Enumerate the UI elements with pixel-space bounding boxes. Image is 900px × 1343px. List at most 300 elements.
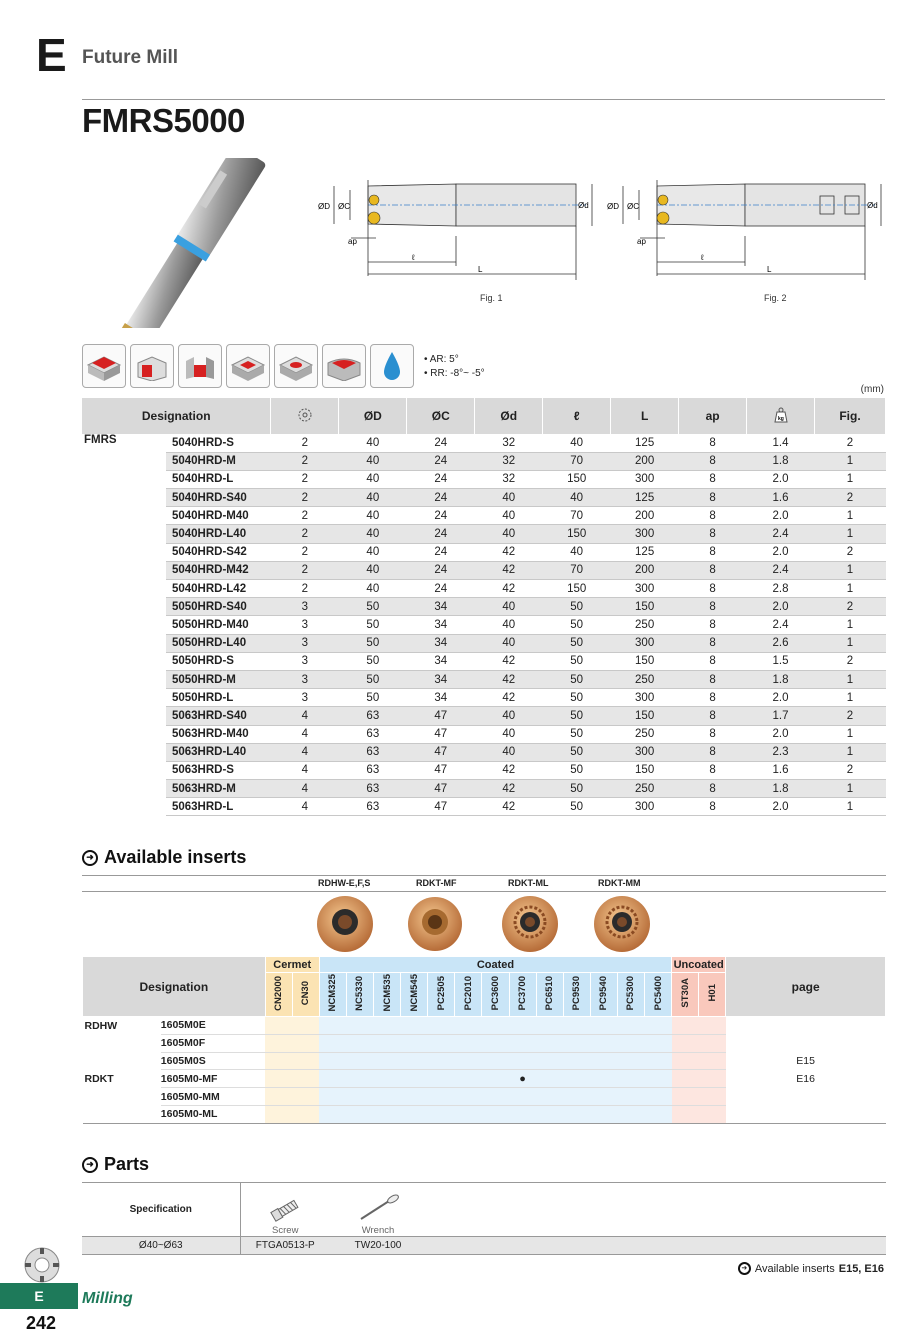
insert-designation: 1605M0-MM [161, 1088, 265, 1106]
value-cell: 2 [271, 470, 339, 488]
value-cell: 50 [339, 652, 407, 670]
grade-header [699, 973, 726, 1017]
value-cell: 300 [611, 634, 679, 652]
series-group-label: FMRS [84, 434, 117, 446]
grade-cell [401, 1070, 428, 1088]
grade-cell [536, 1088, 563, 1106]
table-row [82, 707, 886, 725]
value-cell: 1.6 [747, 489, 815, 507]
value-cell: 8 [679, 780, 747, 798]
designation-cell: 5063HRD-S40 [166, 707, 271, 725]
insert-group: RDHW [84, 1019, 118, 1032]
grade-header [509, 973, 536, 1017]
value-cell: 50 [543, 707, 611, 725]
grade-cell [428, 1034, 455, 1052]
value-cell: 1.6 [747, 761, 815, 779]
value-cell: 63 [339, 780, 407, 798]
grade-cell [292, 1070, 319, 1088]
value-cell: 40 [339, 543, 407, 561]
inserts-ref-pages: E15, E16 [838, 1262, 884, 1275]
grade-cell [672, 1034, 699, 1052]
value-cell: 40 [475, 616, 543, 634]
grade-header [644, 973, 671, 1017]
designation-cell: 5050HRD-L40 [166, 634, 271, 652]
value-cell: 2 [271, 525, 339, 543]
value-cell: 1 [815, 507, 886, 525]
grade-cell [509, 1034, 536, 1052]
value-cell: 40 [339, 470, 407, 488]
grade-cell [699, 1088, 726, 1106]
value-cell: 63 [339, 707, 407, 725]
grade-cell [428, 1070, 455, 1088]
grade-header [482, 973, 509, 1017]
col-insert-designation: Designation [83, 957, 266, 1017]
table-row [82, 780, 886, 798]
value-cell: 2.0 [747, 598, 815, 616]
value-cell: 40 [475, 489, 543, 507]
value-cell: 50 [339, 598, 407, 616]
page-ref [726, 1017, 886, 1035]
page-ref: E16 [796, 1072, 815, 1085]
grade-cell [563, 1034, 590, 1052]
value-cell: 3 [271, 670, 339, 688]
grade-cell [644, 1088, 671, 1106]
value-cell: 250 [611, 616, 679, 634]
value-cell: 42 [475, 761, 543, 779]
grade-cell [401, 1034, 428, 1052]
insert-row [83, 1034, 886, 1052]
grade-cell [699, 1105, 726, 1123]
value-cell: 2.6 [747, 634, 815, 652]
figure-2-drawing [605, 176, 890, 286]
arrow-right-icon: ➜ [82, 1157, 98, 1173]
dim-ap-label: ap [637, 237, 646, 246]
header-divider [82, 99, 885, 100]
grade-cell [563, 1052, 590, 1070]
insert-designation: 1605M0S [161, 1052, 265, 1070]
grade-cell [374, 1052, 401, 1070]
grade-cell [509, 1017, 536, 1035]
grade-cell [590, 1017, 617, 1035]
wrench-code: TW20-100 [354, 1240, 402, 1251]
value-cell: 47 [407, 780, 475, 798]
coolant-icon [370, 344, 414, 388]
value-cell: 8 [679, 580, 747, 598]
grade-cell [292, 1088, 319, 1106]
col-shank-d: Ød [475, 398, 543, 434]
value-cell: 8 [679, 525, 747, 543]
insert-rdkt-mf-icon [408, 897, 462, 951]
pocketing-icon [226, 344, 270, 388]
helical-milling-icon [274, 344, 318, 388]
table-row [82, 525, 886, 543]
wrench-label: Wrench [361, 1225, 395, 1236]
section-name: Future Mill [82, 47, 179, 68]
value-cell: 1.5 [747, 652, 815, 670]
value-cell: 8 [679, 634, 747, 652]
table-row [82, 725, 886, 743]
designation-cell: 5063HRD-M40 [166, 725, 271, 743]
designation-cell: 5040HRD-M40 [166, 507, 271, 525]
inserts-reference [738, 1262, 884, 1275]
value-cell: 24 [407, 525, 475, 543]
table-row [82, 798, 886, 816]
grade-cell [563, 1105, 590, 1123]
value-cell: 1 [815, 725, 886, 743]
value-cell: 8 [679, 452, 747, 470]
dim-big-l-label: L [478, 265, 483, 274]
value-cell: 50 [543, 689, 611, 707]
grade-cell [292, 1017, 319, 1035]
value-cell: 150 [611, 761, 679, 779]
dim-l-label: ℓ [701, 253, 704, 262]
grade-cell [292, 1105, 319, 1123]
value-cell: 50 [543, 798, 611, 816]
designation-cell: 5040HRD-S40 [166, 489, 271, 507]
grade-cell [644, 1105, 671, 1123]
screw-label: Screw [272, 1225, 299, 1236]
weight-icon [771, 407, 791, 423]
value-cell: 63 [339, 798, 407, 816]
designation-cell: 5040HRD-L [166, 470, 271, 488]
value-cell: 42 [475, 780, 543, 798]
value-cell: 1 [815, 470, 886, 488]
grade-cell [672, 1017, 699, 1035]
grade-cell [536, 1034, 563, 1052]
grade-cell [346, 1017, 373, 1035]
group-uncoated: Uncoated [672, 957, 726, 973]
col-teeth [271, 398, 339, 434]
grade-label: PC6510 [544, 975, 556, 1011]
value-cell: 70 [543, 561, 611, 579]
value-cell: 2 [815, 489, 886, 507]
inserts-grade-table [82, 956, 886, 1124]
value-cell: 2.8 [747, 580, 815, 598]
grade-cell [292, 1052, 319, 1070]
table-row [82, 743, 886, 761]
grade-cell [644, 1034, 671, 1052]
grade-header [428, 973, 455, 1017]
grade-header [617, 973, 644, 1017]
arrow-right-icon: ➜ [738, 1262, 751, 1275]
grade-label: PC9540 [598, 975, 610, 1011]
product-table [82, 398, 886, 816]
figure-1-drawing [316, 176, 601, 286]
designation-cell: 5063HRD-S [166, 761, 271, 779]
value-cell: 8 [679, 470, 747, 488]
value-cell: 40 [475, 707, 543, 725]
page-number: 242 [26, 1313, 57, 1333]
insert-designation: 1605M0F [161, 1034, 265, 1052]
value-cell: 70 [543, 507, 611, 525]
grade-cell [617, 1017, 644, 1035]
table-row [82, 543, 886, 561]
value-cell: 3 [271, 634, 339, 652]
designation-cell: 5040HRD-S42 [166, 543, 271, 561]
value-cell: 42 [475, 798, 543, 816]
profiling-icon [322, 344, 366, 388]
grade-cell [319, 1070, 346, 1088]
value-cell: 50 [339, 670, 407, 688]
insert-rdkt-mm-icon [594, 896, 650, 952]
grade-cell [374, 1034, 401, 1052]
value-cell: 150 [543, 525, 611, 543]
designation-cell: 5063HRD-L40 [166, 743, 271, 761]
value-cell: 50 [543, 598, 611, 616]
grade-cell [319, 1034, 346, 1052]
section-badge: E [0, 1283, 78, 1309]
value-cell: 34 [407, 598, 475, 616]
value-cell: 200 [611, 452, 679, 470]
value-cell: 2.4 [747, 561, 815, 579]
grade-cell [536, 1105, 563, 1123]
value-cell: 40 [475, 525, 543, 543]
grade-cell [644, 1070, 671, 1088]
inserts-ref-label: Available inserts [754, 1262, 835, 1275]
insert-label-rdkt-mf: RDKT-MF [416, 878, 457, 888]
value-cell: 3 [271, 598, 339, 616]
value-cell: 32 [475, 434, 543, 452]
section-letter: E [36, 29, 67, 81]
insert-images [310, 895, 660, 953]
value-cell: 50 [543, 616, 611, 634]
grade-label: NCM545 [408, 974, 420, 1012]
value-cell: 300 [611, 525, 679, 543]
grade-cell [509, 1105, 536, 1123]
value-cell: 50 [543, 634, 611, 652]
grade-cell [401, 1052, 428, 1070]
grade-header [401, 973, 428, 1017]
value-cell: 8 [679, 743, 747, 761]
grade-label: PC5300 [625, 975, 637, 1011]
grade-label: H01 [706, 984, 718, 1002]
dim-c-label: ØC [338, 202, 350, 211]
grade-cell [482, 1017, 509, 1035]
grade-header [265, 973, 292, 1017]
value-cell: 2.0 [747, 543, 815, 561]
value-cell: 2 [271, 507, 339, 525]
grade-label: CN30 [300, 980, 312, 1006]
grade-header [590, 973, 617, 1017]
value-cell: 42 [475, 543, 543, 561]
grade-header [672, 973, 699, 1017]
value-cell: 2 [815, 543, 886, 561]
grade-cell [455, 1052, 482, 1070]
axial-rake-note: • AR: 5° [424, 354, 459, 365]
value-cell: 1.7 [747, 707, 815, 725]
value-cell: 4 [271, 707, 339, 725]
screw-code: FTGA0513-P [255, 1240, 315, 1251]
value-cell: 8 [679, 543, 747, 561]
spec-label: Specification [82, 1183, 240, 1237]
page-ref [726, 1088, 886, 1106]
value-cell: 40 [475, 507, 543, 525]
value-cell: 8 [679, 798, 747, 816]
insert-group [83, 1052, 161, 1070]
value-cell: 1 [815, 798, 886, 816]
grade-cell [401, 1017, 428, 1035]
grade-cell [563, 1088, 590, 1106]
dim-ap-label: ap [348, 237, 357, 246]
insert-label-rdkt-mm: RDKT-MM [598, 878, 641, 888]
page-ref [726, 1105, 886, 1123]
dim-small-d-label: Ød [867, 201, 878, 210]
grade-cell [590, 1034, 617, 1052]
value-cell: 47 [407, 761, 475, 779]
value-cell: 8 [679, 652, 747, 670]
grade-cell [401, 1105, 428, 1123]
value-cell: 24 [407, 489, 475, 507]
col-diameter-c: ØC [407, 398, 475, 434]
value-cell: 2 [271, 434, 339, 452]
grade-cell [428, 1017, 455, 1035]
insert-label-rdkt-ml: RDKT-ML [508, 878, 549, 888]
designation-cell: 5040HRD-L40 [166, 525, 271, 543]
value-cell: 47 [407, 798, 475, 816]
designation-cell: 5050HRD-L [166, 689, 271, 707]
grade-cell [319, 1105, 346, 1123]
value-cell: 1.8 [747, 780, 815, 798]
dim-d-label: ØD [607, 202, 619, 211]
value-cell: 34 [407, 616, 475, 634]
grade-cell [563, 1017, 590, 1035]
value-cell: 50 [339, 634, 407, 652]
table-row [82, 452, 886, 470]
value-cell: 47 [407, 707, 475, 725]
value-cell: 2 [271, 543, 339, 561]
grade-cell [292, 1034, 319, 1052]
value-cell: 2 [815, 652, 886, 670]
value-cell: 250 [611, 670, 679, 688]
designation-cell: 5050HRD-S [166, 652, 271, 670]
grade-cell [346, 1070, 373, 1088]
grade-cell [428, 1052, 455, 1070]
grade-label: PC3600 [489, 975, 501, 1011]
designation-cell: 5063HRD-M [166, 780, 271, 798]
insert-group [83, 1034, 161, 1052]
grade-label: PC9530 [571, 975, 583, 1011]
grade-cell [590, 1070, 617, 1088]
grade-cell [428, 1105, 455, 1123]
dim-c-label: ØC [627, 202, 639, 211]
grade-cell [319, 1017, 346, 1035]
value-cell: 2 [271, 580, 339, 598]
insert-row [83, 1070, 886, 1088]
value-cell: 40 [543, 434, 611, 452]
dim-l-label: ℓ [412, 253, 415, 262]
grade-cell [699, 1017, 726, 1035]
value-cell: 40 [475, 598, 543, 616]
value-cell: 4 [271, 780, 339, 798]
table-row [82, 507, 886, 525]
grade-cell [455, 1070, 482, 1088]
grade-label: NCM325 [327, 974, 339, 1012]
table-row [82, 670, 886, 688]
wrench-icon [353, 1193, 403, 1225]
value-cell: 8 [679, 489, 747, 507]
value-cell: 150 [611, 598, 679, 616]
value-cell: 1 [815, 780, 886, 798]
grade-cell [482, 1034, 509, 1052]
value-cell: 125 [611, 543, 679, 561]
value-cell: 2.0 [747, 798, 815, 816]
grade-cell [265, 1105, 292, 1123]
value-cell: 300 [611, 580, 679, 598]
value-cell: 1 [815, 743, 886, 761]
value-cell: 70 [543, 452, 611, 470]
grade-cell [374, 1017, 401, 1035]
value-cell: 34 [407, 634, 475, 652]
screw-icon [265, 1193, 305, 1225]
value-cell: 40 [339, 489, 407, 507]
col-ap: ap [679, 398, 747, 434]
grade-cell [536, 1052, 563, 1070]
value-cell: 1 [815, 616, 886, 634]
table-row [82, 561, 886, 579]
grade-cell [265, 1088, 292, 1106]
page-ref: E15 [796, 1054, 815, 1067]
insert-row [83, 1017, 886, 1035]
grade-label: ST30A [679, 978, 691, 1008]
shoulder-milling-icon [130, 344, 174, 388]
value-cell: 200 [611, 561, 679, 579]
tool-photo [90, 158, 300, 328]
col-fig: Fig. [815, 398, 886, 434]
table-row [82, 598, 886, 616]
value-cell: 125 [611, 434, 679, 452]
value-cell: 8 [679, 689, 747, 707]
value-cell: 42 [475, 670, 543, 688]
value-cell: 24 [407, 507, 475, 525]
grade-cell [509, 1088, 536, 1106]
value-cell: 8 [679, 616, 747, 634]
value-cell: 150 [543, 580, 611, 598]
value-cell: 1 [815, 452, 886, 470]
value-cell: 125 [611, 489, 679, 507]
grade-cell [617, 1052, 644, 1070]
grade-cell [617, 1105, 644, 1123]
value-cell: 3 [271, 689, 339, 707]
value-cell: 42 [475, 652, 543, 670]
grade-cell [536, 1017, 563, 1035]
value-cell: 300 [611, 798, 679, 816]
insert-designation: 1605M0E [161, 1017, 265, 1035]
value-cell: 4 [271, 761, 339, 779]
grade-cell [617, 1088, 644, 1106]
value-cell: 8 [679, 507, 747, 525]
application-icons [82, 344, 414, 388]
grade-cell [672, 1052, 699, 1070]
value-cell: 8 [679, 725, 747, 743]
value-cell: 63 [339, 761, 407, 779]
grade-cell [455, 1017, 482, 1035]
insert-row [83, 1052, 886, 1070]
grade-cell [590, 1052, 617, 1070]
value-cell: 2 [271, 452, 339, 470]
grade-cell [482, 1105, 509, 1123]
designation-cell: 5040HRD-L42 [166, 580, 271, 598]
value-cell: 2.3 [747, 743, 815, 761]
value-cell: 40 [339, 525, 407, 543]
insert-label-rdhw: RDHW-E,F,S [318, 878, 371, 888]
table-row [82, 580, 886, 598]
insert-group [83, 1088, 161, 1106]
value-cell: 47 [407, 743, 475, 761]
insert-group: RDKT [84, 1072, 114, 1085]
value-cell: 4 [271, 798, 339, 816]
value-cell: 1 [815, 689, 886, 707]
value-cell: 24 [407, 470, 475, 488]
